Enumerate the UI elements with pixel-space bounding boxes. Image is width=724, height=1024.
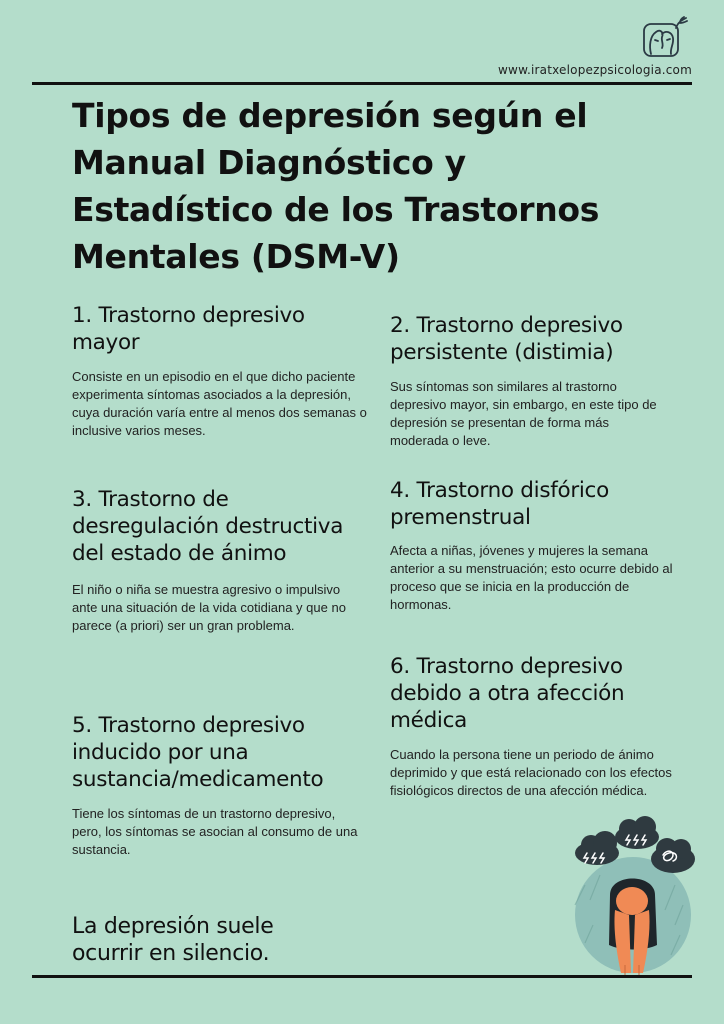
section-text: Sus síntomas son similares al trastorno depresivo mayor, sin embargo, en este tipo de depresión se presentan de forma más moderada o leve. <box>390 379 657 448</box>
section-1 <box>72 302 372 440</box>
section-text: El niño o niña se muestra agresivo o impulsivo ante una situación de la vida cotidiana y que no parece (a priori) ser un gran problema. <box>72 582 346 633</box>
section-heading: 2. Trastorno depresivo persistente (distimia) <box>390 313 623 365</box>
section-4 <box>390 477 690 614</box>
section-2 <box>390 312 690 450</box>
bottom-divider <box>32 975 692 978</box>
closing-statement: La depresión suele ocurrir en silencio. <box>72 914 274 966</box>
page-title: Tipos de depresión según el Manual Diagnóstico y Estadístico de los Trastornos Mentales (DSM-V) <box>72 96 600 276</box>
section-3 <box>72 486 362 635</box>
section-heading: 3. Trastorno de desregulación destructiva del estado de ánimo <box>72 487 344 566</box>
top-divider <box>32 82 692 85</box>
website-url[interactable]: www.iratxelopezpsicologia.com <box>498 63 692 77</box>
section-6 <box>390 653 690 800</box>
heads-with-leaves-icon <box>640 14 688 60</box>
section-heading: 5. Trastorno depresivo inducido por una sustancia/medicamento <box>72 713 324 792</box>
section-heading: 6. Trastorno depresivo debido a otra afección médica <box>390 654 625 733</box>
section-text: Consiste en un episodio en el que dicho paciente experimenta síntomas asociados a la depresión, cuya duración varía entre al menos dos semanas o inclusive varios meses. <box>72 369 367 438</box>
sad-woman-storm-clouds-illustration <box>565 815 695 975</box>
section-5 <box>72 712 372 859</box>
section-text: Afecta a niñas, jóvenes y mujeres la semana anterior a su menstruación; esto ocurre debido al proceso que se inicia en la producción de hormonas. <box>390 543 673 612</box>
section-heading: 4. Trastorno disfórico premenstrual <box>390 478 609 530</box>
section-text: Cuando la persona tiene un periodo de ánimo deprimido y que está relacionado con los efectos fisiológicos directos de una afección médica. <box>390 747 672 798</box>
section-text: Tiene los síntomas de un trastorno depresivo, pero, los síntomas se asocian al consumo de una sustancia. <box>72 806 358 857</box>
section-heading: 1. Trastorno depresivo mayor <box>72 303 305 355</box>
